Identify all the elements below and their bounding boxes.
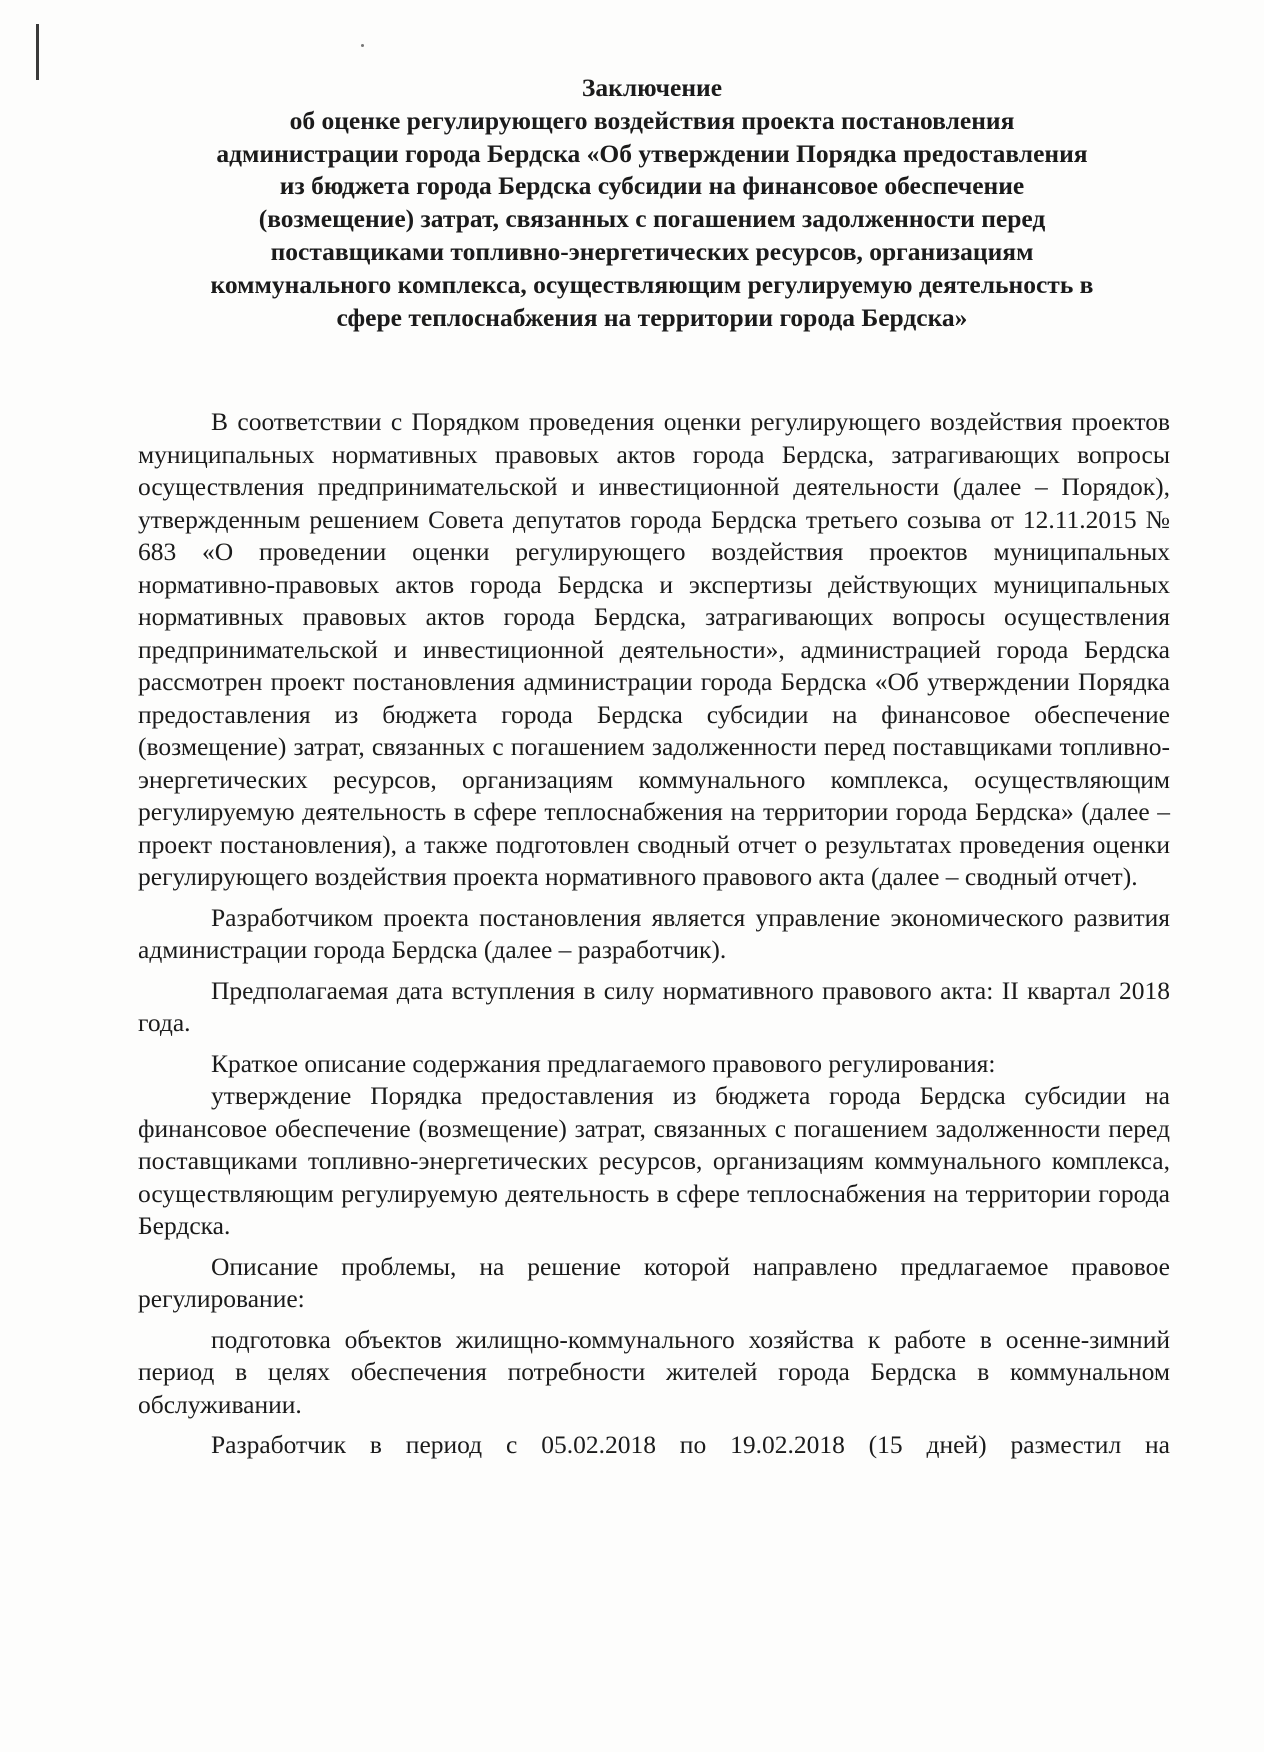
paragraph-effective-date: Предполагаемая дата вступления в силу нормативного правового акта: II квартал 2018 года. <box>138 975 1170 1037</box>
title-heading: Заключение <box>581 73 723 102</box>
paragraph-consultation: Разработчик в период с 05.02.2018 по 19.02.2018 (15 дней) разместил на <box>211 1430 1170 1459</box>
scan-margin-mark <box>36 24 39 80</box>
document-body <box>138 406 1170 1462</box>
paragraph-summary-heading: Краткое описание содержания предлагаемого правового регулирования: <box>211 1048 996 1078</box>
title-line: об оценке регулирующего воздействия проекта постановления <box>289 105 1015 135</box>
paragraph-problem-heading: Описание проблемы, на решение которой направлено предлагаемое правовое регулирование: <box>138 1251 1170 1313</box>
paragraph-problem: подготовка объектов жилищно-коммунального хозяйства к работе в осенне-зимний период в целях обеспечения потребности жителей города Бердска в коммунальном обслуживании. <box>138 1324 1170 1419</box>
paragraph-summary: утверждение Порядка предоставления из бюджета города Бердска субсидии на финансовое обеспечение (возмещение) затрат, связанных с погашением задолженности перед поставщиками топливно-энергетических ресурсов, организациям коммунального комплекса, осуществляющим регулируемую деятельность в сфере теплоснабжения на территории города Бердска. <box>138 1081 1170 1240</box>
scan-speck <box>361 44 364 47</box>
title-line: коммунального комплекса, осуществляющим регулируемую деятельность в <box>210 269 1094 299</box>
paragraph-legal-basis: В соответствии с Порядком проведения оценки регулирующего воздействия проектов муниципальных нормативных правовых актов города Бердска, затрагивающих вопросы осуществления предпринимательской и инвестиционной деятельности (далее – Порядок), утвержденным решением Совета депутатов города Бердска третьего созыва от 12.11.2015 № 683 «О проведении оценки регулирующего воздействия проектов муниципальных нормативно-правовых актов города Бердска и экспертизы действующих муниципальных нормативных правовых актов города Бердска, затрагивающих вопросы осуществления предпринимательской и инвестиционной деятельности», администрацией города Бердска рассмотрен проект постановления администрации города Бердска «Об утверждении Порядка предоставления из бюджета города Бердска субсидии на финансовое обеспечение (возмещение) затрат, связанных с погашением задолженности перед поставщиками топливно-энергетических ресурсов, организациям коммунального комплекса, осуществляющим регулируемую деятельность в сфере теплоснабжения на территории города Бердска» (далее – проект постановления), а также подготовлен сводный отчет о результатах проведения оценки регулирующего воздействия проекта нормативного правового акта (далее – сводный отчет). <box>138 407 1170 891</box>
title-line: поставщиками топливно-энергетических ресурсов, организациям <box>270 236 1034 266</box>
title-line: (возмещение) затрат, связанных с погашением задолженности перед <box>258 204 1046 234</box>
title-line: из бюджета города Бердска субсидии на финансовое обеспечение <box>279 171 1025 201</box>
title-line: сфере теплоснабжения на территории города Бердска» <box>336 302 968 332</box>
title-line: администрации города Бердска «Об утверждении Порядка предоставления <box>216 138 1088 168</box>
document-title <box>120 72 1184 334</box>
paragraph-developer: Разработчиком проекта постановления является управление экономического развития администрации города Бердска (далее – разработчик). <box>138 902 1170 964</box>
